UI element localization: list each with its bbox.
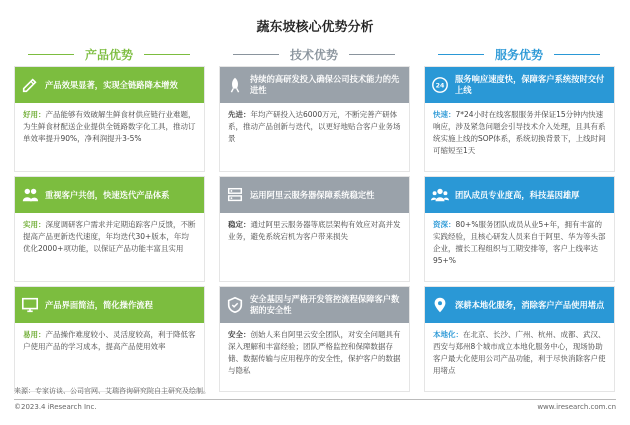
column-heading-label: 服务优势 — [494, 48, 543, 62]
heading-line — [233, 54, 279, 55]
card-service-local — [424, 286, 615, 392]
card-body — [425, 323, 614, 377]
card-body — [15, 103, 204, 145]
card-key: 稳定： — [228, 220, 251, 229]
card-tech-rd — [219, 66, 410, 172]
column-heading-tech — [219, 46, 409, 63]
page-title: 蔬东坡核心优势分析 — [256, 20, 374, 35]
card-header — [220, 67, 409, 103]
heading-line — [349, 54, 395, 55]
card-body — [220, 323, 409, 377]
card-tech-security — [219, 286, 410, 392]
card-header — [425, 287, 614, 323]
card-product-effect — [14, 66, 205, 172]
card-key: 易用： — [23, 330, 46, 339]
card-key: 安全： — [228, 330, 251, 339]
card-header — [15, 287, 204, 323]
card-header-text: 产品界面简洁，简化操作流程 — [45, 299, 153, 310]
24h-icon — [431, 76, 449, 94]
card-body — [220, 213, 409, 243]
card-header-text: 持续的高研发投入确保公司技术能力的先进性 — [250, 74, 400, 95]
card-header — [15, 177, 204, 213]
card-header-text: 服务响应速度快，保障客户系统按时交付上线 — [455, 74, 605, 95]
card-product-ui — [14, 286, 205, 392]
card-service-team — [424, 176, 615, 282]
card-text: 7*24小时在线客服服务并保证15分钟内快速响应，涉及紧急问题会引导技术介入处理，且具有系统实施上线的SOP体系，系统切换背景下，上线时间可缩短至1天 — [433, 110, 606, 155]
column-heading-product — [14, 46, 204, 63]
card-text: 年均产研投入达6000万元，不断完善产研体系，推动产品创新与迭代，以更好地贴合客户业务场景 — [228, 110, 401, 143]
team-icon — [431, 186, 449, 204]
card-key: 先进： — [228, 110, 251, 119]
card-header-text: 安全基因与严格开发管控流程保障客户数据的安全性 — [250, 294, 400, 315]
card-text: 创始人来自阿里云安全团队，对安全问题具有深入理解和丰富经验；团队严格监控和保障数据存储、数据传输与应用程序的安全性，保护客户的数据与隐私 — [228, 330, 401, 375]
copyright: ©2023.4 iResearch Inc. — [14, 403, 97, 411]
monitor-icon — [21, 296, 39, 314]
card-text: 80+%服务团队成员从业5+年，拥有丰富的实践经验，且核心研发人员来自于阿里、华为等头部企业，擅长工程组织与工期安排等，客户上线率达95+% — [433, 220, 606, 265]
heading-line — [554, 54, 600, 55]
card-key: 资深： — [433, 220, 456, 229]
card-header-text: 产品效果显著，实现全链路降本增效 — [45, 79, 178, 90]
location-icon — [431, 296, 449, 314]
svg-text:24: 24 — [435, 82, 445, 90]
card-key: 本地化： — [433, 330, 463, 339]
card-body — [15, 323, 204, 353]
card-header-text: 运用阿里云服务器保障系统稳定性 — [250, 189, 375, 200]
card-text: 在北京、长沙、广州、杭州、成都、武汉、西安与郑州8个城市成立本地化服务中心，现场协助客户最大化使用公司产品功能，利于尽快消除客户使用堵点 — [433, 330, 606, 375]
card-header-text: 重视客户共创，快速迭代产品体系 — [45, 189, 170, 200]
card-header — [425, 67, 614, 103]
server-icon — [226, 186, 244, 204]
column-heading-label: 技术优势 — [289, 48, 338, 62]
card-product-cocreate — [14, 176, 205, 282]
card-key: 实用： — [23, 220, 46, 229]
column-heading-label: 产品优势 — [84, 48, 133, 62]
card-service-fast — [424, 66, 615, 172]
card-body — [425, 103, 614, 157]
card-header — [220, 177, 409, 213]
card-body — [15, 213, 204, 255]
card-header-text: 团队成员专业度高，科技基因雄厚 — [455, 189, 580, 200]
source-note: 来源：专家访谈、公司官网、艾瑞咨询研究院自主研究及绘制。 — [14, 387, 210, 395]
card-text: 产品能够有效破解生鲜食材供应链行业难题，为生鲜食材配送企业提供全链路数字化工具，推动订单效率提升90%，净利润提升3-5% — [23, 110, 196, 143]
people-icon — [21, 186, 39, 204]
card-key: 好用： — [23, 110, 46, 119]
card-text: 产品操作难度较小、灵活度较高，利于降低客户使用产品的学习成本，提高产品使用效率 — [23, 330, 196, 351]
card-header — [15, 67, 204, 103]
heading-line — [28, 54, 74, 55]
column-heading-service — [424, 46, 614, 63]
rocket-icon — [226, 76, 244, 94]
card-key: 快速： — [433, 110, 456, 119]
card-text: 通过阿里云服务器等底层架构有效应对高并发业务，避免系统宕机为客户带来损失 — [228, 220, 401, 241]
card-header-text: 深耕本地化服务，消除客户产品使用堵点 — [455, 299, 605, 310]
card-header — [425, 177, 614, 213]
card-header — [220, 287, 409, 323]
card-text: 深度调研客户需求并定期追踪客户反馈，不断提高产品更新迭代速度，年均迭代30+版本，年均优化2000+项功能，以保证产品功能丰富且实用 — [23, 220, 196, 253]
website-link[interactable]: www.iresearch.com.cn — [537, 403, 616, 411]
footer-divider — [14, 399, 616, 400]
heading-line — [144, 54, 190, 55]
card-tech-stability — [219, 176, 410, 282]
heading-line — [438, 54, 484, 55]
card-body — [425, 213, 614, 267]
shield-icon — [226, 296, 244, 314]
edit-icon — [21, 76, 39, 94]
card-body — [220, 103, 409, 145]
